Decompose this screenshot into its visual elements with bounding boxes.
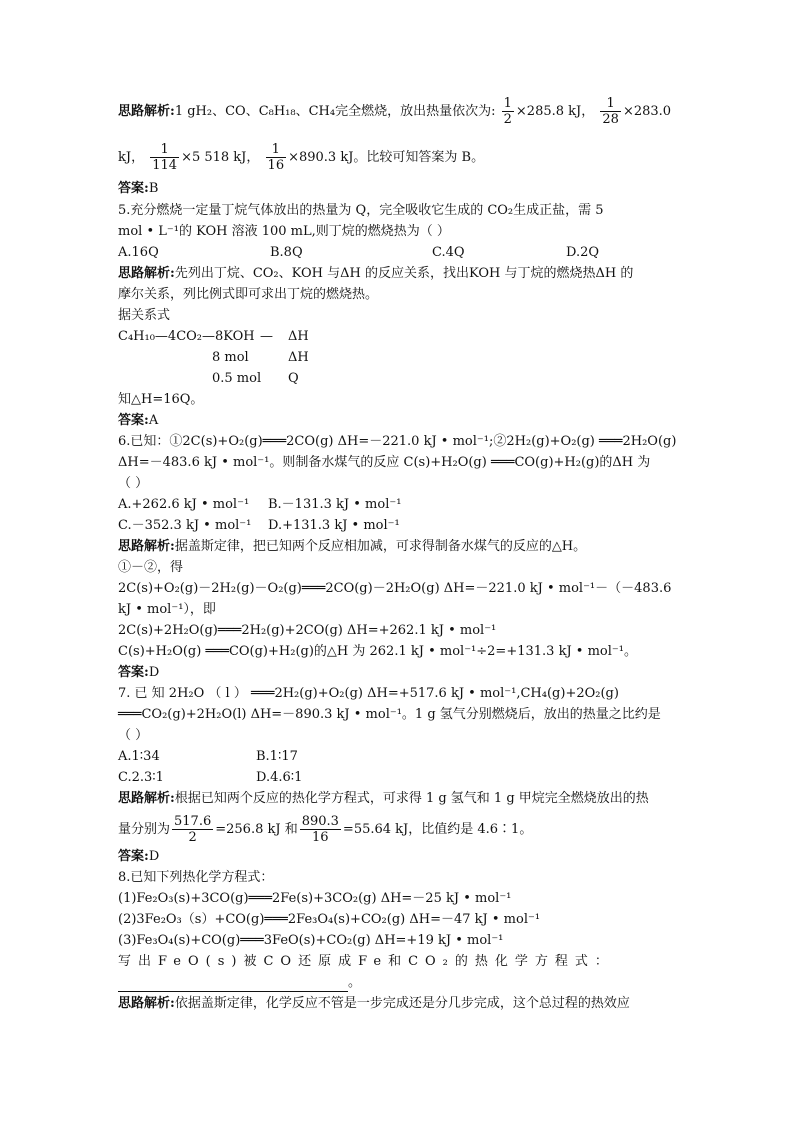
q5-conclusion: 知△H=16Q。 — [118, 392, 204, 407]
option-d: D.+131.3 kJ • mol⁻¹ — [268, 518, 400, 533]
q5-analysis: 思路解析:先列出丁烷、CO₂、KOH 与ΔH 的反应关系，找出KOH 与丁烷的燃烧热ΔH 的 — [118, 266, 634, 281]
q5-stem: 5.充分燃烧一定量丁烷气体放出的热量为 Q，完全吸收它生成的 CO₂生成正盐，需 5 — [118, 203, 604, 218]
answer-label: 答案: — [118, 665, 149, 680]
q5-options — [118, 244, 599, 262]
relation-row-2: 8 mol ΔH — [212, 350, 309, 365]
q7-options-row-1 — [118, 748, 298, 766]
option-b: B.8Q — [270, 245, 303, 260]
q7-answer — [118, 848, 159, 866]
q4-analysis-line2: kJ， $\frac{1}{114}$ ×5 518 kJ， $\frac{1}{16}$ ×890.3 kJ。比较可知答案为 B。 — [118, 142, 485, 173]
analysis-text: 1 gH₂、CO、C₈H₁₈、CH₄完全燃烧，放出热量依次为: — [174, 104, 496, 119]
q6-analysis-4: kJ • mol⁻¹），即 — [118, 602, 216, 617]
q7-analysis: 思路解析:根据已知两个反应的热化学方程式，可求得 1 g 氢气和 1 g 甲烷完全燃烧放出的热 — [118, 791, 649, 806]
answer-value: B — [148, 181, 159, 196]
option-b: B.－131.3 kJ • mol⁻¹ — [268, 497, 402, 512]
option-a: A.16Q — [118, 245, 159, 260]
q8-equation-1: (1)Fe₂O₃(s)+3CO(g)═══2Fe(s)+3CO₂(g) ΔH=－25 kJ • mol⁻¹ — [118, 891, 512, 906]
option-a: A.+262.6 kJ • mol⁻¹ — [118, 497, 250, 512]
option-d: D.2Q — [566, 245, 600, 260]
analysis-label: 思路解析: — [118, 539, 175, 554]
q8-answer-blank-line: 。 — [118, 974, 361, 992]
relation-row-3: 0.5 mol Q — [212, 371, 299, 386]
fraction: $\frac{517.6}{2}$ — [174, 814, 212, 845]
q6-analysis-3: 2C(s)+O₂(g)－2H₂(g)－O₂(g)═══2CO(g)－2H₂O(g) ΔH=－221.0 kJ • mol⁻¹－（－483.6 — [118, 581, 672, 596]
q6-stem-3: （ ） — [118, 476, 149, 491]
answer-blank — [118, 979, 348, 992]
q7-stem-2: ═══CO₂(g)+2H₂O(l) ΔH=－890.3 kJ • mol⁻¹。1 g 氢气分别燃烧后，放出的热量之比约是 — [118, 707, 661, 722]
q6-analysis-5: 2C(s)+2H₂O(g)═══2H₂(g)+2CO(g) ΔH=+262.1 kJ • mol⁻¹ — [118, 623, 497, 638]
answer-value: A — [148, 413, 159, 428]
q5-stem-2: mol • L⁻¹的 KOH 溶液 100 mL,则丁烷的燃烧热为（ ） — [118, 224, 450, 239]
q7-stem-3: （ ） — [118, 728, 149, 743]
option-b: B.1∶17 — [256, 749, 298, 764]
option-c: C.－352.3 kJ • mol⁻¹ — [118, 518, 252, 533]
q4-answer — [118, 180, 158, 198]
fraction: $\frac{1}{2}$ — [503, 96, 512, 127]
q6-options-row-1 — [118, 496, 401, 514]
q8-task: 写出FeO(s)被CO还原成Fe和CO₂的热化学方程式： — [118, 954, 615, 969]
fraction: $\frac{1}{114}$ — [152, 142, 178, 173]
q8-analysis: 思路解析:依据盖斯定律，化学反应不管是一步完成还是分几步完成，这个总过程的热效应 — [118, 996, 630, 1011]
q6-options-row-2 — [118, 517, 400, 535]
q8-equation-2: (2)3Fe₂O₃（s）+CO(g)═══2Fe₃O₄(s)+CO₂(g) ΔH=－47 kJ • mol⁻¹ — [118, 912, 541, 927]
q6-stem-2: ΔH=－483.6 kJ • mol⁻¹。则制备水煤气的反应 C(s)+H₂O(g) ═══CO(g)+H₂(g)的ΔH 为 — [118, 455, 651, 470]
fraction: $\frac{890.3}{16}$ — [301, 814, 339, 845]
q6-answer — [118, 664, 159, 682]
analysis-label: 思路解析: — [118, 104, 175, 119]
relation-row-1: C₄H₁₀—4CO₂—8KOH — ΔH — [118, 329, 309, 344]
q7-options-row-2 — [118, 769, 302, 787]
option-d: D.4.6∶1 — [256, 770, 303, 785]
analysis-label: 思路解析: — [118, 266, 175, 281]
answer-label: 答案: — [118, 849, 149, 864]
q8-stem: 8.已知下列热化学方程式： — [118, 870, 274, 885]
analysis-label: 思路解析: — [118, 996, 175, 1011]
q6-analysis-2: ①－②，得 — [118, 560, 184, 575]
answer-value: D — [148, 849, 160, 864]
relation-title: 据关系式 — [118, 308, 171, 323]
fraction: $\frac{1}{28}$ — [602, 96, 619, 127]
answer-value: D — [148, 665, 160, 680]
q5-answer — [118, 412, 158, 430]
option-c: C.4Q — [432, 245, 465, 260]
q6-stem: 6.已知：①2C(s)+O₂(g)═══2CO(g) ΔH=－221.0 kJ • mol⁻¹;②2H₂(g)+O₂(g) ═══2H₂O(g) — [118, 434, 677, 449]
option-a: A.1∶34 — [118, 749, 160, 764]
q6-analysis: 思路解析:据盖斯定律，把已知两个反应相加减，可求得制备水煤气的反应的△H。 — [118, 539, 587, 554]
fraction: $\frac{1}{16}$ — [267, 142, 285, 173]
q8-equation-3: (3)Fe₃O₄(s)+CO(g)═══3FeO(s)+CO₂(g) ΔH=+19 kJ • mol⁻¹ — [118, 933, 504, 948]
q5-analysis-2: 摩尔关系，列比例式即可求出丁烷的燃烧热。 — [118, 287, 379, 302]
q7-analysis-2: 量分别为 $\frac{517.6}{2}$ =256.8 kJ 和 $\frac{890.3}{16}$ =55.64 kJ，比值约是 4.6∶1。 — [118, 814, 533, 845]
q6-analysis-6: C(s)+H₂O(g) ═══CO(g)+H₂(g)的△H 为 262.1 kJ • mol⁻¹÷2=+131.3 kJ • mol⁻¹。 — [118, 644, 637, 659]
option-c: C.2.3∶1 — [118, 770, 164, 785]
analysis-label: 思路解析: — [118, 791, 175, 806]
q7-stem: 7. 已 知 2H₂O （ l ） ═══2H₂(g)+O₂(g) ΔH=+517.6 kJ • mol⁻¹,CH₄(g)+2O₂(g) — [118, 686, 619, 701]
q4-analysis-line: 思路解析:1 gH₂、CO、C₈H₁₈、CH₄完全燃烧，放出热量依次为: $\frac{1}{2}$ ×285.8 kJ， $\frac{1}{28}$ ×283.0 — [118, 96, 672, 127]
answer-label: 答案: — [118, 413, 149, 428]
answer-label: 答案: — [118, 181, 149, 196]
